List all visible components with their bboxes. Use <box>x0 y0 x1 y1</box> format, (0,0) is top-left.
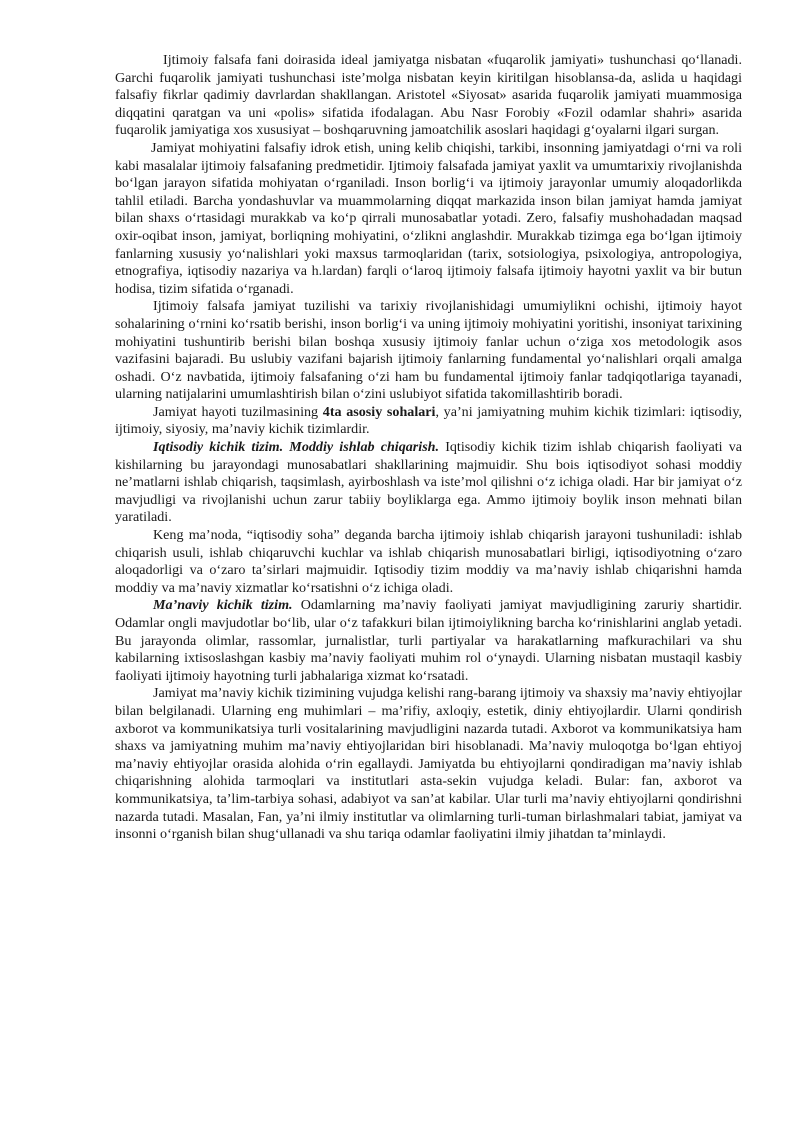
paragraph-society-essence <box>115 140 742 298</box>
paragraph-text: Iqtisodiy kichik tizim ishlab chiqarish faoliyati va kishilarning bu jarayondagi munosabatlari shakllarining majmuidir. Shu bois iqtisodiyot sohasi moddiy neʼmatlarni ishlab chiqarish, taqsimlash, ayirboshlash va isteʼmol qilishni oʻz ichiga oladi. Har bir jamiyat oʻz mavjudligi va rivojlanishi uchun zarur tabiiy boyliklarga ega. Ammo ijtimoiy boylik inson mehnati bilan yaratiladi. <box>115 439 742 526</box>
paragraph-text: Odamlarning maʼnaviy faoliyati jamiyat mavjudligining zaruriy shartidir. Odamlar ongli mavjudotlar boʻlib, ular oʻz tafakkuri bilan ijtimoiylikning barcha koʻrinishlarini anglab yetadi. Bu jarayonda olimlar, rassomlar, jurnalistlar, turli partiyalar va harakatlarning mafkurachilari va shu kabilarning ixtisoslashgan kasbiy maʼnaviy faoliyati muhim rol oʻynaydi. Ularning nisbatan mustaqil kasbiy faoliyati ijtimoiy hayotning turli jabhalariga xizmat koʻrsatadi. <box>115 597 742 684</box>
paragraph-text: Jamiyat maʼnaviy kichik tizimining vujudga kelishi rang-barang ijtimoiy va shaxsiy maʼnaviy ehtiyojlar bilan belgilanadi. Ularning eng muhimlari – maʼrifiy, axloqiy, estetik, diniy ehtiyojlardir. Ularni qondirish axborot va kommunikatsiya turli vositalarining mavjudligini nazarda tutadi. Axborot va kommunikatsiya ham shaxs va jamiyatning muhim maʼnaviy ehtiyojlaridan biri hisoblanadi. Maʼnaviy muloqotga boʻlgan ehtiyoj maʼnaviy ehtiyojlar orasida alohida oʻrin egallaydi. Jamiyatda bu ehtiyojlarni qondiradigan maʼnaviy ishlab chiqarishning alohida tarmoqlari va institutlari asta-sekin vujudga keladi. Bular: fan, axborot va kommunikatsiya, taʼlim-tarbiya sohasi, adabiyot va sanʼat kabilar. Ular turli maʼnaviy ehtiyojlarni qondirishni nazarda tutadi. Masalan, Fan, yaʼni ilmiy institutlar va olimlarning turli-tuman birlashmalari tabiat, jamiyat va insonni oʻrganish bilan shugʻullanadi va shu tariqa odamlar faoliyatini ilmiy jihatdan taʼminlaydi. <box>115 685 742 843</box>
paragraph-civil-society <box>115 52 742 140</box>
paragraph-four-spheres <box>115 404 742 439</box>
paragraph-methodology <box>115 298 742 404</box>
paragraph-text: Keng maʼnoda, “iqtisodiy soha” deganda barcha ijtimoiy ishlab chiqarish jarayoni tushuniladi: ishlab chiqarish usuli, ishlab chiqaruvchi kuchlar va ishlab chiqarish munosabatlari birligi, iqtisodiyotning oʻzaro aloqadorligi va oʻzaro taʼsirlari majmuidir. Iqtisodiy tizim moddiy va maʼnaviy ishlab chiqarishni hamda moddiy va maʼnaviy xizmatlar koʻrsatishni oʻz ichiga oladi. <box>115 527 742 596</box>
bold-term: 4ta asosiy sohalari <box>322 403 436 420</box>
paragraph-economic-subsystem <box>115 439 742 527</box>
paragraph-text: Ijtimoiy falsafa fani doirasida ideal jamiyatga nisbatan «fuqarolik jamiyati» tushunchasi qoʻllanadi. Garchi fuqarolik jamiyati tushunchasi isteʼmolga nisbatan keyin kiritilgan hisoblansa-da, aslida u haqidagi falsafiy fikrlar qadimiy davrlardan shakllangan. Aristotel «Siyosat» asarida fuqarolik jamiyati muammosiga diqqatini qaratgan va uni «polis» sifatida ifodalagan. Abu Nasr Forobiy «Fozil odamlar shahri» asarida fuqarolik jamiyatiga xos xususiyat – boshqaruvning jamoatchilik asoslari haqidagi gʻoyalarni ilgari surgan. <box>115 52 742 139</box>
section-heading-economic: Iqtisodiy kichik tizim. Moddiy ishlab chiqarish. <box>153 439 440 456</box>
document-page <box>115 52 742 844</box>
paragraph-spiritual-needs <box>115 685 742 843</box>
section-heading-spiritual: Maʼnaviy kichik tizim. <box>153 597 293 614</box>
paragraph-spiritual-subsystem <box>115 597 742 685</box>
paragraph-economic-sphere <box>115 527 742 597</box>
paragraph-text: Ijtimoiy falsafa jamiyat tuzilishi va tarixiy rivojlanishidagi umumiylikni ochishi, ijtimoiy hayot sohalarining oʻrnini koʻrsatib berishi, inson borligʻi va uning ijtimoiy mohiyatini yoritishi, insoniyat tarixining mohiyatini tushuntirib berishi bilan boshqa xususiy ijtimoiy fanlar uchun oʻziga xos metodologik asos vazifasini bajaradi. Bu uslubiy vazifani bajarish ijtimoiy fanlarning fundamental yoʻnalishlari orqali amalga oshadi. Oʻz navbatida, ijtimoiy falsafaning oʻzi ham bu fundamental ijtimoiy fanlar tadqiqotlariga tayanadi, ularning natijalarini umumlashtirish bilan oʻzini uslubiyot sifatida takomillashtirib boradi. <box>115 298 742 403</box>
paragraph-text: Jamiyat mohiyatini falsafiy idrok etish, uning kelib chiqishi, tarkibi, insonning jamiyatdagi oʻrni va roli kabi masalalar ijtimoiy falsafaning predmetidir. Ijtimoiy falsafada jamiyat yaxlit va umumtarixiy rivojlanishda boʻlgan jarayon sifatida mohiyatan oʻrganiladi. Inson borligʻi va ijtimoiy jarayonlar umumiy aloqadorlikda tahlil etiladi. Barcha yondashuvlar va muammolarning diqqat markazida inson bilan jamiyat hamda jamiyat bilan shaxs oʻrtasidagi murakkab va koʻp qirrali munosabatlar yotadi. Zero, falsafiy mushohadadan maqsad oxir-oqibat inson, jamiyat, borliqning mohiyatini, oʻzlikni anglashdir. Murakkab tizimga ega boʻlgan ijtimoiy fanlarning xususiy yoʻnalishlari yoki maxsus tarmoqlaridan (tarix, sotsiologiya, psixologiya, antropologiya, etnografiya, iqtisodiy nazariya va h.lardan) farqli oʻlaroq ijtimoiy falsafa ijtimoiy hayotni yaxlit va bir butun hodisa, tizim sifatida oʻrganadi. <box>115 139 742 297</box>
paragraph-text-pre: Jamiyat hayoti tuzilmasining <box>153 403 323 420</box>
paragraph-text-post: , yaʼni jamiyatning muhim kichik tizimlari: iqtisodiy, ijtimoiy, siyosiy, maʼnaviy kichik tizimlardir. <box>115 403 742 438</box>
